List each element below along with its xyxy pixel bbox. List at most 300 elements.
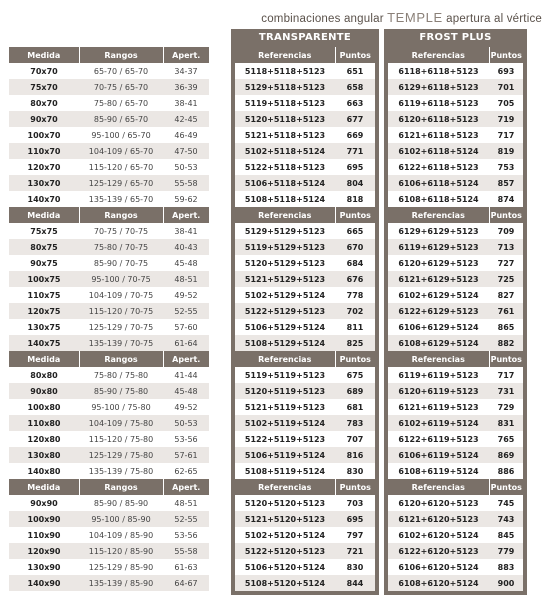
table-row	[388, 543, 523, 559]
rangos-cell: 75-80 / 70-75	[79, 239, 163, 255]
apert-cell: 52-55	[163, 511, 209, 527]
transparente-panel-title: TRANSPARENTE	[258, 32, 352, 43]
medida-cell: 110x80	[9, 415, 79, 431]
apert-cell: 34-37	[163, 63, 209, 79]
table-row	[235, 175, 375, 191]
header-medida: Medida	[9, 47, 79, 63]
table-row	[235, 463, 375, 479]
medida-cell: 120x70	[9, 159, 79, 175]
transparente-ref-cell: 5108+5119+5124	[235, 463, 335, 479]
frost-puntos-cell: 869	[489, 447, 523, 463]
table-row	[235, 447, 375, 463]
transparente-puntos-cell: 703	[335, 495, 375, 511]
transparente-ref-cell: 5119+5129+5123	[235, 239, 335, 255]
medida-cell: 90x75	[9, 255, 79, 271]
transparente-puntos-cell: 695	[335, 159, 375, 175]
frost-ref-cell: 6102+6119+5124	[388, 415, 489, 431]
title-highlight: TEMPLE	[387, 10, 443, 25]
frost-ref-cell: 6122+6120+5123	[388, 543, 489, 559]
header-apert: Apert.	[163, 351, 209, 367]
apert-cell: 53-56	[163, 431, 209, 447]
header-referencias: Referencias	[235, 207, 335, 223]
frost-ref-cell: 6121+6118+5123	[388, 127, 489, 143]
table-row	[388, 527, 523, 543]
table-row	[388, 399, 523, 415]
apert-cell: 45-48	[163, 383, 209, 399]
table-row	[388, 175, 523, 191]
table-row	[9, 303, 209, 319]
table-row	[388, 511, 523, 527]
header-puntos: Puntos	[335, 479, 375, 495]
transparente-puntos-cell: 670	[335, 239, 375, 255]
table-row	[9, 447, 209, 463]
transparente-ref-cell: 5121+5120+5123	[235, 511, 335, 527]
table-row	[9, 95, 209, 111]
frost-ref-cell: 6129+6118+5123	[388, 79, 489, 95]
table-row	[388, 223, 523, 239]
group-header-row	[9, 351, 209, 367]
transparente-puntos-cell: 783	[335, 415, 375, 431]
header-rangos: Rangos	[79, 351, 163, 367]
table-row	[235, 575, 375, 591]
transparente-ref-cell: 5120+5129+5123	[235, 255, 335, 271]
table-row	[9, 79, 209, 95]
transparente-ref-cell: 5102+5119+5124	[235, 415, 335, 431]
frost-puntos-cell: 819	[489, 143, 523, 159]
transparente-ref-cell: 5120+5120+5123	[235, 495, 335, 511]
header-apert: Apert.	[163, 479, 209, 495]
frost-ref-cell: 6122+6118+5123	[388, 159, 489, 175]
frost-puntos-cell: 845	[489, 527, 523, 543]
frost-puntos-cell: 717	[489, 127, 523, 143]
transparente-ref-cell: 5102+5118+5124	[235, 143, 335, 159]
transparente-ref-cell: 5129+5118+5123	[235, 79, 335, 95]
medida-cell: 100x70	[9, 127, 79, 143]
header-rangos: Rangos	[79, 207, 163, 223]
transparente-puntos-cell: 707	[335, 431, 375, 447]
transparente-puntos-cell: 844	[335, 575, 375, 591]
frost-puntos-cell: 827	[489, 287, 523, 303]
transparente-ref-cell: 5121+5129+5123	[235, 271, 335, 287]
table-row	[235, 63, 375, 79]
table-row	[388, 95, 523, 111]
transparente-ref-cell: 5106+5120+5124	[235, 559, 335, 575]
rangos-cell: 135-139 / 65-70	[79, 191, 163, 207]
apert-cell: 55-58	[163, 543, 209, 559]
table-row	[235, 527, 375, 543]
medida-cell: 140x75	[9, 335, 79, 351]
table-row	[9, 527, 209, 543]
transparente-puntos-cell: 811	[335, 319, 375, 335]
table-row	[235, 543, 375, 559]
table-row	[388, 559, 523, 575]
group-header-row	[235, 207, 375, 223]
table-row	[388, 367, 523, 383]
rangos-cell: 135-139 / 85-90	[79, 575, 163, 591]
transparente-puntos-cell: 675	[335, 367, 375, 383]
apert-cell: 53-56	[163, 527, 209, 543]
table-row	[235, 255, 375, 271]
table-row	[9, 255, 209, 271]
table-row	[388, 383, 523, 399]
frost-ref-cell: 6119+6118+5123	[388, 95, 489, 111]
table-row	[235, 303, 375, 319]
frost-ref-cell: 6108+6120+5124	[388, 575, 489, 591]
frost-puntos-cell: 693	[489, 63, 523, 79]
table-row	[388, 159, 523, 175]
frost-plus-panel-title: FROST PLUS	[419, 32, 492, 43]
table-row	[235, 143, 375, 159]
header-puntos: Puntos	[335, 207, 375, 223]
table-row	[388, 271, 523, 287]
table-row	[235, 511, 375, 527]
table-row	[388, 319, 523, 335]
apert-cell: 36-39	[163, 79, 209, 95]
medida-cell: 80x80	[9, 367, 79, 383]
rangos-cell: 115-120 / 70-75	[79, 303, 163, 319]
header-referencias: Referencias	[235, 47, 335, 63]
transparente-ref-cell: 5102+5129+5124	[235, 287, 335, 303]
header-puntos: Puntos	[335, 47, 375, 63]
transparente-puntos-cell: 830	[335, 463, 375, 479]
frost-ref-cell: 6118+6118+5123	[388, 63, 489, 79]
frost-ref-cell: 6108+6129+5124	[388, 335, 489, 351]
transparente-ref-cell: 5121+5118+5123	[235, 127, 335, 143]
table-row	[235, 159, 375, 175]
transparente-ref-cell: 5118+5118+5123	[235, 63, 335, 79]
table-row	[388, 79, 523, 95]
apert-cell: 38-41	[163, 95, 209, 111]
rangos-cell: 135-139 / 70-75	[79, 335, 163, 351]
frost-ref-cell: 6108+6119+5124	[388, 463, 489, 479]
transparente-ref-cell: 5129+5129+5123	[235, 223, 335, 239]
transparente-ref-cell: 5122+5129+5123	[235, 303, 335, 319]
frost-puntos-cell: 883	[489, 559, 523, 575]
medida-cell: 120x75	[9, 303, 79, 319]
group-header-row	[9, 479, 209, 495]
header-puntos: Puntos	[489, 351, 523, 367]
medida-cell: 75x70	[9, 79, 79, 95]
frost-ref-cell: 6106+6118+5124	[388, 175, 489, 191]
table-row	[388, 191, 523, 207]
rangos-cell: 65-70 / 65-70	[79, 63, 163, 79]
frost-puntos-cell: 886	[489, 463, 523, 479]
rangos-cell: 115-120 / 75-80	[79, 431, 163, 447]
table-row	[388, 495, 523, 511]
rangos-cell: 115-120 / 85-90	[79, 543, 163, 559]
header-puntos: Puntos	[489, 207, 523, 223]
table-row	[235, 415, 375, 431]
table-row	[235, 271, 375, 287]
table-row	[235, 239, 375, 255]
frost-ref-cell: 6120+6119+5123	[388, 383, 489, 399]
table-row	[235, 191, 375, 207]
rangos-cell: 125-129 / 65-70	[79, 175, 163, 191]
apert-cell: 48-51	[163, 271, 209, 287]
apert-cell: 41-44	[163, 367, 209, 383]
transparente-ref-cell: 5121+5119+5123	[235, 399, 335, 415]
frost-ref-cell: 6122+6129+5123	[388, 303, 489, 319]
title-suffix: apertura al vértice	[442, 13, 542, 25]
frost-puntos-cell: 743	[489, 511, 523, 527]
rangos-cell: 115-120 / 65-70	[79, 159, 163, 175]
medida-cell: 130x90	[9, 559, 79, 575]
transparente-puntos-cell: 804	[335, 175, 375, 191]
transparente-ref-cell: 5120+5118+5123	[235, 111, 335, 127]
transparente-puntos-cell: 797	[335, 527, 375, 543]
table-row	[9, 383, 209, 399]
transparente-puntos-cell: 825	[335, 335, 375, 351]
table-row	[9, 63, 209, 79]
title-prefix: combinaciones angular	[261, 13, 388, 25]
frost-puntos-cell: 761	[489, 303, 523, 319]
apert-cell: 49-52	[163, 287, 209, 303]
medida-cell: 140x70	[9, 191, 79, 207]
table-row	[235, 367, 375, 383]
frost-ref-cell: 6106+6119+5124	[388, 447, 489, 463]
medida-cell: 90x90	[9, 495, 79, 511]
transparente-table	[235, 47, 375, 591]
group-header-row	[235, 479, 375, 495]
transparente-ref-cell: 5120+5119+5123	[235, 383, 335, 399]
medida-cell: 90x70	[9, 111, 79, 127]
group-header-row	[388, 351, 523, 367]
transparente-puntos-cell: 818	[335, 191, 375, 207]
frost-ref-cell: 6121+6119+5123	[388, 399, 489, 415]
table-row	[235, 319, 375, 335]
rangos-cell: 75-80 / 75-80	[79, 367, 163, 383]
rangos-cell: 104-109 / 65-70	[79, 143, 163, 159]
frost-puntos-cell: 729	[489, 399, 523, 415]
group-header-row	[9, 47, 209, 63]
frost-puntos-cell: 713	[489, 239, 523, 255]
frost-ref-cell: 6129+6129+5123	[388, 223, 489, 239]
transparente-puntos-cell: 676	[335, 271, 375, 287]
frost-ref-cell: 6119+6119+5123	[388, 367, 489, 383]
table-row	[9, 143, 209, 159]
frost-puntos-cell: 725	[489, 271, 523, 287]
transparente-ref-cell: 5106+5129+5124	[235, 319, 335, 335]
medida-cell: 110x75	[9, 287, 79, 303]
rangos-cell: 104-109 / 85-90	[79, 527, 163, 543]
group-header-row	[235, 47, 375, 63]
transparente-puntos-cell: 695	[335, 511, 375, 527]
transparente-puntos-cell: 771	[335, 143, 375, 159]
medida-cell: 140x90	[9, 575, 79, 591]
transparente-ref-cell: 5119+5119+5123	[235, 367, 335, 383]
table-row	[9, 559, 209, 575]
frost-ref-cell: 6108+6118+5124	[388, 191, 489, 207]
frost-ref-cell: 6120+6118+5123	[388, 111, 489, 127]
rangos-cell: 95-100 / 70-75	[79, 271, 163, 287]
table-row	[388, 143, 523, 159]
header-medida: Medida	[9, 207, 79, 223]
frost-puntos-cell: 745	[489, 495, 523, 511]
medida-cell: 130x70	[9, 175, 79, 191]
transparente-ref-cell: 5106+5119+5124	[235, 447, 335, 463]
apert-cell: 38-41	[163, 223, 209, 239]
rangos-cell: 95-100 / 85-90	[79, 511, 163, 527]
frost-ref-cell: 6106+6129+5124	[388, 319, 489, 335]
frost-puntos-cell: 719	[489, 111, 523, 127]
transparente-ref-cell: 5122+5120+5123	[235, 543, 335, 559]
table-row	[9, 431, 209, 447]
transparente-puntos-cell: 721	[335, 543, 375, 559]
frost-puntos-cell: 727	[489, 255, 523, 271]
transparente-puntos-cell: 669	[335, 127, 375, 143]
group-header-row	[388, 207, 523, 223]
table-row	[9, 271, 209, 287]
frost-puntos-cell: 731	[489, 383, 523, 399]
medida-cell: 100x75	[9, 271, 79, 287]
frost-ref-cell: 6120+6120+5123	[388, 495, 489, 511]
rangos-cell: 85-90 / 70-75	[79, 255, 163, 271]
frost-puntos-cell: 779	[489, 543, 523, 559]
apert-cell: 52-55	[163, 303, 209, 319]
apert-cell: 61-64	[163, 335, 209, 351]
table-row	[9, 159, 209, 175]
rangos-cell: 85-90 / 75-80	[79, 383, 163, 399]
transparente-puntos-cell: 651	[335, 63, 375, 79]
frost-ref-cell: 6102+6118+5124	[388, 143, 489, 159]
table-row	[9, 543, 209, 559]
header-puntos: Puntos	[489, 47, 523, 63]
rangos-cell: 75-80 / 65-70	[79, 95, 163, 111]
apert-cell: 48-51	[163, 495, 209, 511]
frost-puntos-cell: 882	[489, 335, 523, 351]
transparente-ref-cell: 5119+5118+5123	[235, 95, 335, 111]
header-puntos: Puntos	[335, 351, 375, 367]
table-row	[9, 335, 209, 351]
table-row	[9, 415, 209, 431]
frost-ref-cell: 6106+6120+5124	[388, 559, 489, 575]
header-medida: Medida	[9, 479, 79, 495]
apert-cell: 64-67	[163, 575, 209, 591]
frost-ref-cell: 6120+6129+5123	[388, 255, 489, 271]
frost-ref-cell: 6119+6129+5123	[388, 239, 489, 255]
apert-cell: 49-52	[163, 399, 209, 415]
apert-cell: 50-53	[163, 415, 209, 431]
table-row	[235, 431, 375, 447]
table-row	[235, 287, 375, 303]
apert-cell: 42-45	[163, 111, 209, 127]
table-row	[388, 415, 523, 431]
transparente-puntos-cell: 830	[335, 559, 375, 575]
measures-table	[9, 47, 209, 591]
medida-cell: 120x90	[9, 543, 79, 559]
group-header-row	[388, 479, 523, 495]
rangos-cell: 85-90 / 85-90	[79, 495, 163, 511]
header-rangos: Rangos	[79, 479, 163, 495]
table-row	[388, 303, 523, 319]
transparente-puntos-cell: 665	[335, 223, 375, 239]
apert-cell: 61-63	[163, 559, 209, 575]
table-row	[388, 287, 523, 303]
table-row	[9, 319, 209, 335]
medida-cell: 80x75	[9, 239, 79, 255]
table-row	[235, 495, 375, 511]
rangos-cell: 104-109 / 70-75	[79, 287, 163, 303]
transparente-puntos-cell: 702	[335, 303, 375, 319]
transparente-ref-cell: 5102+5120+5124	[235, 527, 335, 543]
table-row	[388, 463, 523, 479]
medida-cell: 140x80	[9, 463, 79, 479]
transparente-ref-cell: 5108+5129+5124	[235, 335, 335, 351]
medida-cell: 130x80	[9, 447, 79, 463]
apert-cell: 59-62	[163, 191, 209, 207]
table-row	[9, 175, 209, 191]
table-row	[388, 335, 523, 351]
transparente-puntos-cell: 684	[335, 255, 375, 271]
transparente-puntos-cell: 677	[335, 111, 375, 127]
table-row	[388, 255, 523, 271]
medida-cell: 80x70	[9, 95, 79, 111]
medida-cell: 100x90	[9, 511, 79, 527]
frost-puntos-cell: 717	[489, 367, 523, 383]
header-rangos: Rangos	[79, 47, 163, 63]
table-row	[235, 335, 375, 351]
frost-puntos-cell: 874	[489, 191, 523, 207]
table-row	[9, 511, 209, 527]
rangos-cell: 85-90 / 65-70	[79, 111, 163, 127]
table-row	[235, 79, 375, 95]
transparente-puntos-cell: 778	[335, 287, 375, 303]
medida-cell: 130x75	[9, 319, 79, 335]
table-row	[9, 463, 209, 479]
table-row	[235, 383, 375, 399]
transparente-ref-cell: 5122+5118+5123	[235, 159, 335, 175]
apert-cell: 40-43	[163, 239, 209, 255]
table-row	[9, 239, 209, 255]
group-header-row	[9, 207, 209, 223]
header-referencias: Referencias	[388, 47, 489, 63]
rangos-cell: 95-100 / 65-70	[79, 127, 163, 143]
table-row	[9, 127, 209, 143]
frost-ref-cell: 6102+6129+5124	[388, 287, 489, 303]
transparente-puntos-cell: 658	[335, 79, 375, 95]
table-row	[388, 127, 523, 143]
table-row	[388, 447, 523, 463]
header-referencias: Referencias	[388, 207, 489, 223]
medida-cell: 120x80	[9, 431, 79, 447]
header-medida: Medida	[9, 351, 79, 367]
apert-cell: 57-61	[163, 447, 209, 463]
document-title	[261, 10, 542, 25]
transparente-puntos-cell: 689	[335, 383, 375, 399]
medida-cell: 110x90	[9, 527, 79, 543]
table-row	[235, 559, 375, 575]
apert-cell: 57-60	[163, 319, 209, 335]
table-row	[235, 95, 375, 111]
medida-cell: 90x80	[9, 383, 79, 399]
table-row	[388, 63, 523, 79]
table-row	[235, 111, 375, 127]
transparente-ref-cell: 5122+5119+5123	[235, 431, 335, 447]
frost-ref-cell: 6102+6120+5124	[388, 527, 489, 543]
frost-puntos-cell: 765	[489, 431, 523, 447]
apert-cell: 62-65	[163, 463, 209, 479]
header-apert: Apert.	[163, 207, 209, 223]
frost-puntos-cell: 701	[489, 79, 523, 95]
apert-cell: 55-58	[163, 175, 209, 191]
table-row	[9, 287, 209, 303]
group-header-row	[235, 351, 375, 367]
header-puntos: Puntos	[489, 479, 523, 495]
header-referencias: Referencias	[388, 351, 489, 367]
transparente-ref-cell: 5108+5118+5124	[235, 191, 335, 207]
header-referencias: Referencias	[235, 351, 335, 367]
apert-cell: 47-50	[163, 143, 209, 159]
